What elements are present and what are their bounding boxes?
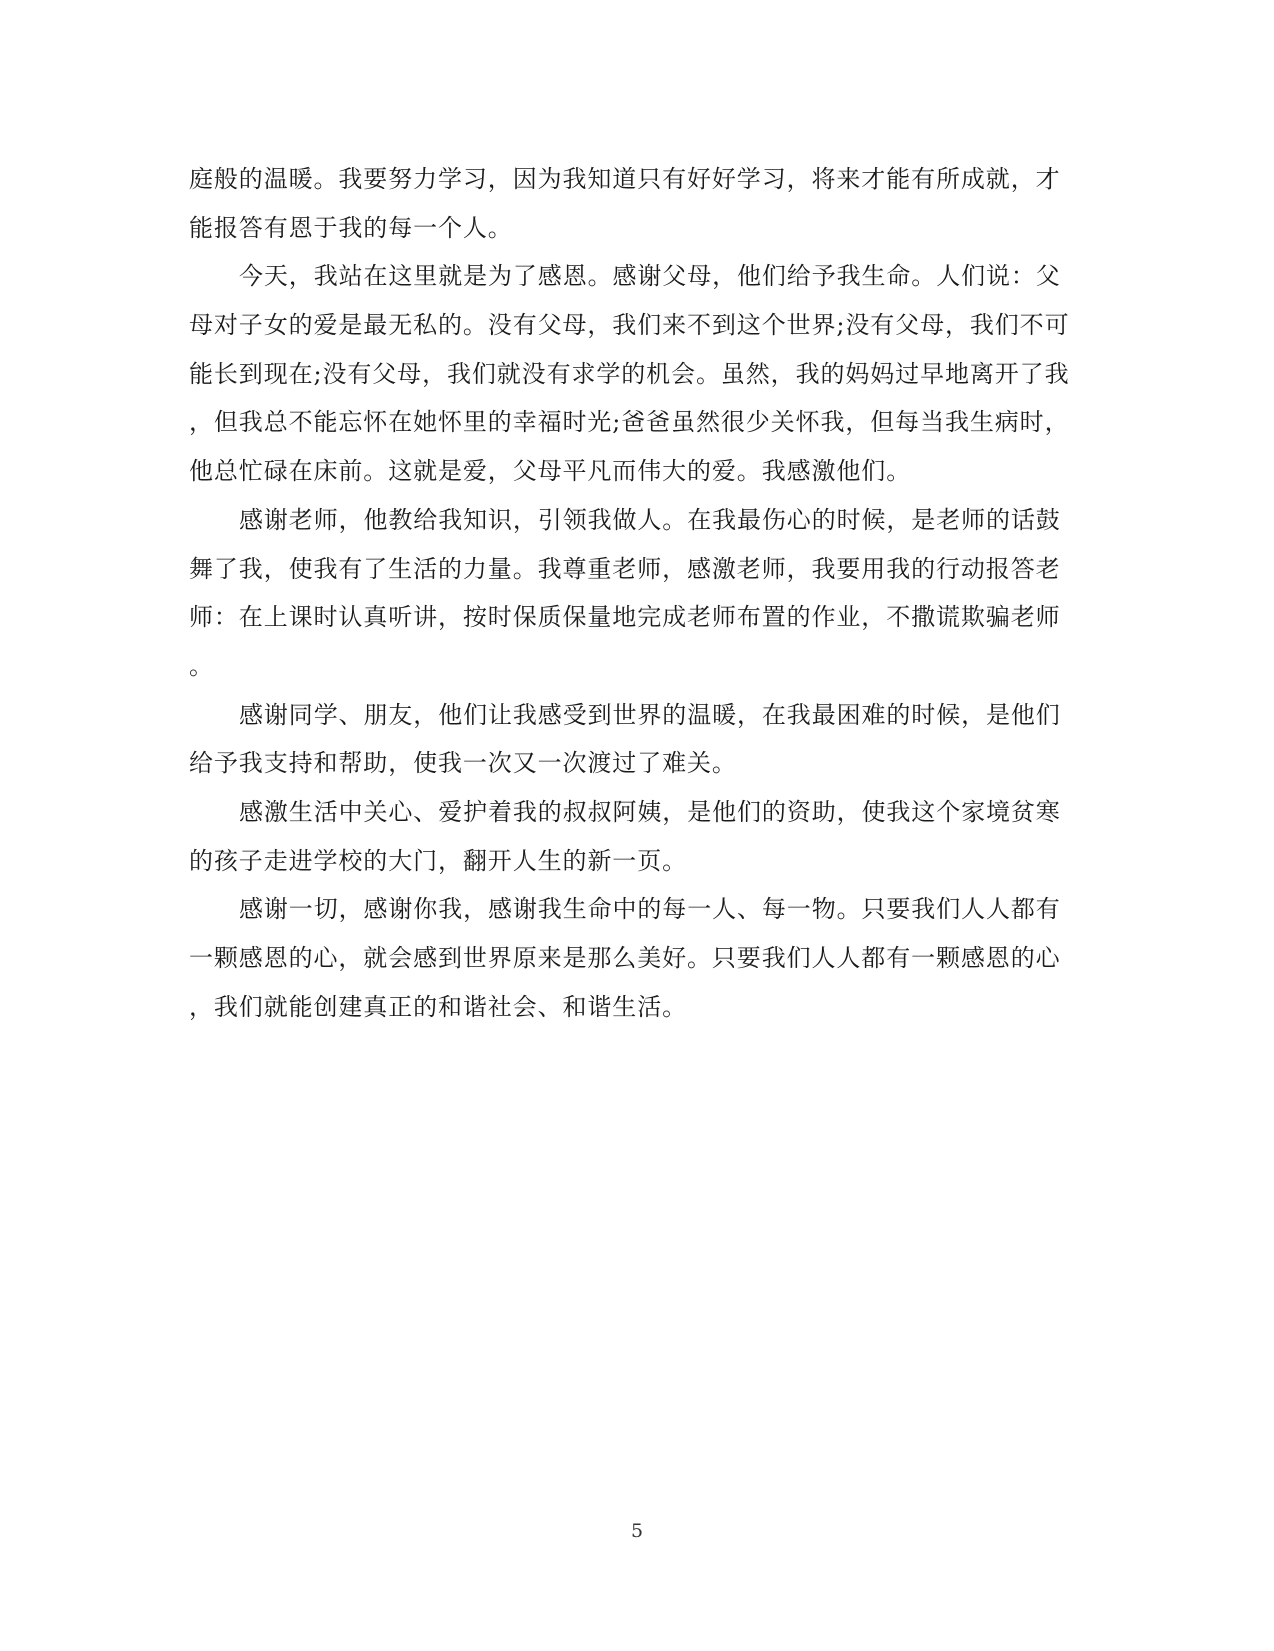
text-line: 能报答有恩于我的每一个人。 (189, 213, 513, 242)
paragraph-start-line: 感激生活中关心、爱护着我的叔叔阿姨，是他们的资助，使我这个家境贫寒 (239, 797, 1061, 826)
text-line: 给予我支持和帮助，使我一次又一次渡过了难关。 (189, 749, 737, 778)
text-line: 师：在上课时认真听讲，按时保质保量地完成老师布置的作业，不撒谎欺骗老师 (189, 603, 1061, 632)
paragraph-start-line: 今天，我站在这里就是为了感恩。感谢父母，他们给予我生命。人们说：父 (239, 262, 1061, 291)
text-line: 母对子女的爱是最无私的。没有父母，我们来不到这个世界;没有父母，我们不可 (189, 311, 1070, 340)
paragraph-start-line: 感谢一切，感谢你我，感谢我生命中的每一人、每一物。只要我们人人都有 (239, 895, 1061, 924)
paragraph-start-line: 感谢同学、朋友，他们让我感受到世界的温暖，在我最困难的时候，是他们 (239, 700, 1061, 729)
text-line: 庭般的温暖。我要努力学习，因为我知道只有好好学习，将来才能有所成就，才 (189, 165, 1061, 193)
text-line: 能长到现在;没有父母，我们就没有求学的机会。虽然，我的妈妈过早地离开了我 (189, 359, 1070, 388)
text-line: 他总忙碌在床前。这就是爱，父母平凡而伟大的爱。我感激他们。 (189, 457, 912, 486)
text-line: 的孩子走进学校的大门，翻开人生的新一页。 (189, 846, 687, 875)
page-number: 5 (630, 1520, 644, 1542)
text-line: 舞了我，使我有了生活的力量。我尊重老师，感激老师，我要用我的行动报答老 (189, 554, 1061, 583)
body-text (189, 155, 1089, 1031)
text-line: ，但我总不能忘怀在她怀里的幸福时光;爸爸虽然很少关怀我，但每当我生病时， (189, 408, 1070, 437)
paragraph-start-line: 感谢老师，他教给我知识，引领我做人。在我最伤心的时候，是老师的话鼓 (239, 505, 1061, 534)
text-line: 一颗感恩的心，就会感到世界原来是那么美好。只要我们人人都有一颗感恩的心 (189, 944, 1061, 972)
text-line: ，我们就能创建真正的和谐社会、和谐生活。 (189, 992, 687, 1021)
text-line: 。 (189, 651, 214, 680)
